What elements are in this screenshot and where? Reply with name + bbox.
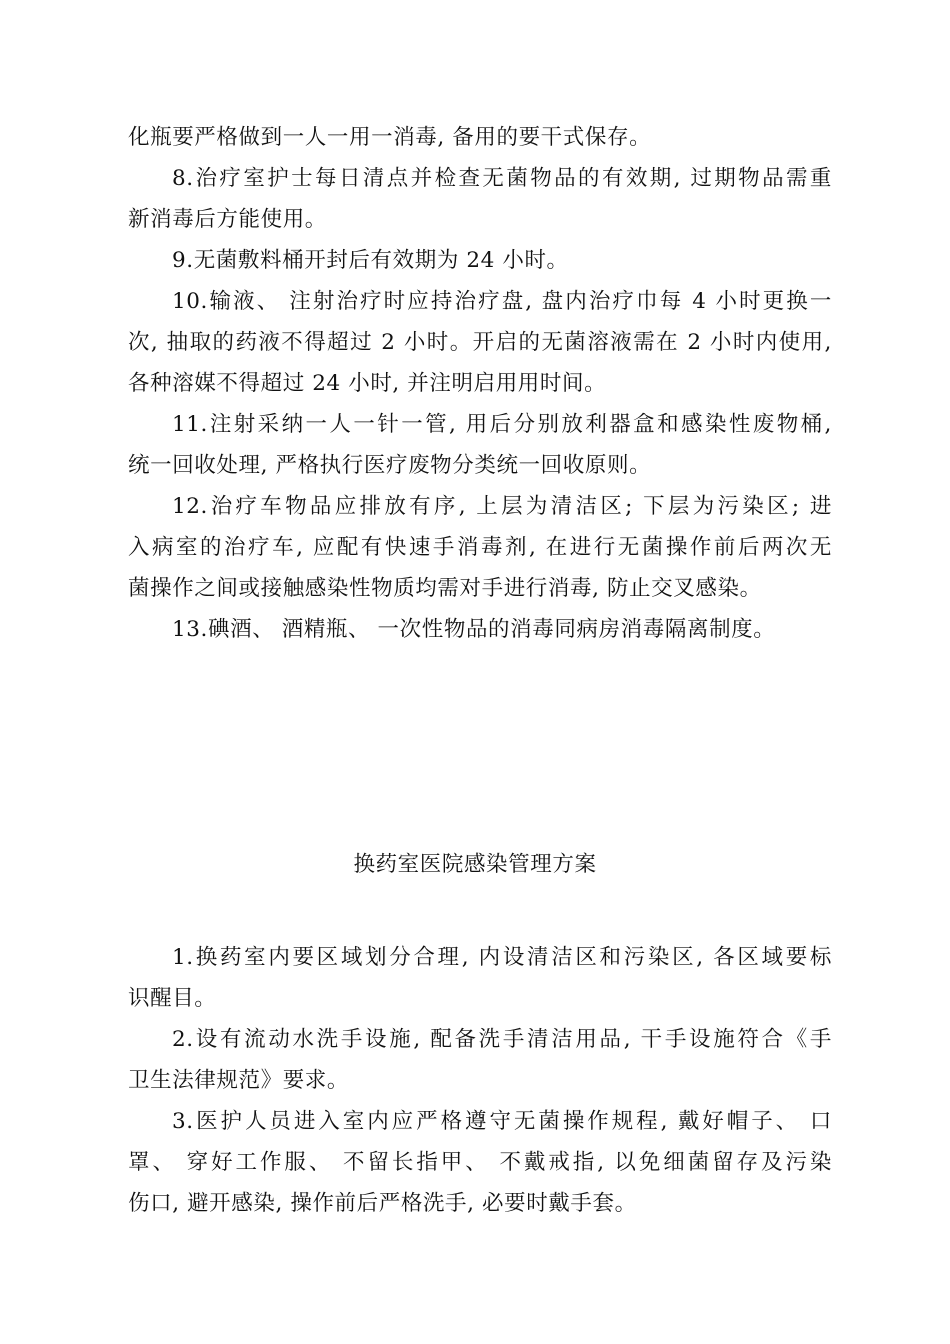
paragraph-line: 11.注射采纳一人一针一管, 用后分别放利器盒和感染性废物桶, <box>172 412 832 437</box>
paragraph-line: 各种溶媒不得超过 24 小时, 并注明启用用时间。 <box>128 371 607 396</box>
paragraph-line: 9.无菌敷料桶开封后有效期为 24 小时。 <box>172 248 569 273</box>
paragraph-line: 罩、 穿好工作服、 不留长指甲、 不戴戒指, 以免细菌留存及污染 <box>128 1150 832 1175</box>
paragraph-line: 菌操作之间或接触感染性物质均需对手进行消毒, 防止交叉感染。 <box>128 576 762 601</box>
paragraph-line: 13.碘酒、 酒精瓶、 一次性物品的消毒同病房消毒隔离制度。 <box>172 617 776 642</box>
paragraph-line: 卫生法律规范》要求。 <box>128 1068 350 1093</box>
paragraph-line: 10.输液、 注射治疗时应持治疗盘, 盘内治疗巾每 4 小时更换一 <box>172 289 832 314</box>
paragraph-line: 化瓶要严格做到一人一用一消毒, 备用的要干式保存。 <box>128 125 652 150</box>
paragraph-line: 8.治疗室护士每日清点并检查无菌物品的有效期, 过期物品需重 <box>172 166 832 191</box>
paragraph-line: 2.设有流动水洗手设施, 配备洗手清洁用品, 干手设施符合《手 <box>172 1027 832 1052</box>
paragraph-line: 统一回收处理, 严格执行医疗废物分类统一回收原则。 <box>128 453 652 478</box>
paragraph-line: 新消毒后方能使用。 <box>128 207 327 232</box>
paragraph-line: 识醒目。 <box>128 986 217 1011</box>
paragraph-line: 12.治疗车物品应排放有序, 上层为清洁区; 下层为污染区; 进 <box>172 494 832 519</box>
paragraph-line: 次, 抽取的药液不得超过 2 小时。开启的无菌溶液需在 2 小时内使用, <box>128 330 832 355</box>
paragraph-line: 1.换药室内要区域划分合理, 内设清洁区和污染区, 各区域要标 <box>172 945 832 970</box>
paragraph-line: 入病室的治疗车, 应配有快速手消毒剂, 在进行无菌操作前后两次无 <box>128 535 832 560</box>
section-title: 换药室医院感染管理方案 <box>353 852 597 877</box>
paragraph-line: 伤口, 避开感染, 操作前后严格洗手, 必要时戴手套。 <box>128 1191 637 1216</box>
paragraph-line: 3.医护人员进入室内应严格遵守无菌操作规程, 戴好帽子、 口 <box>172 1109 832 1134</box>
